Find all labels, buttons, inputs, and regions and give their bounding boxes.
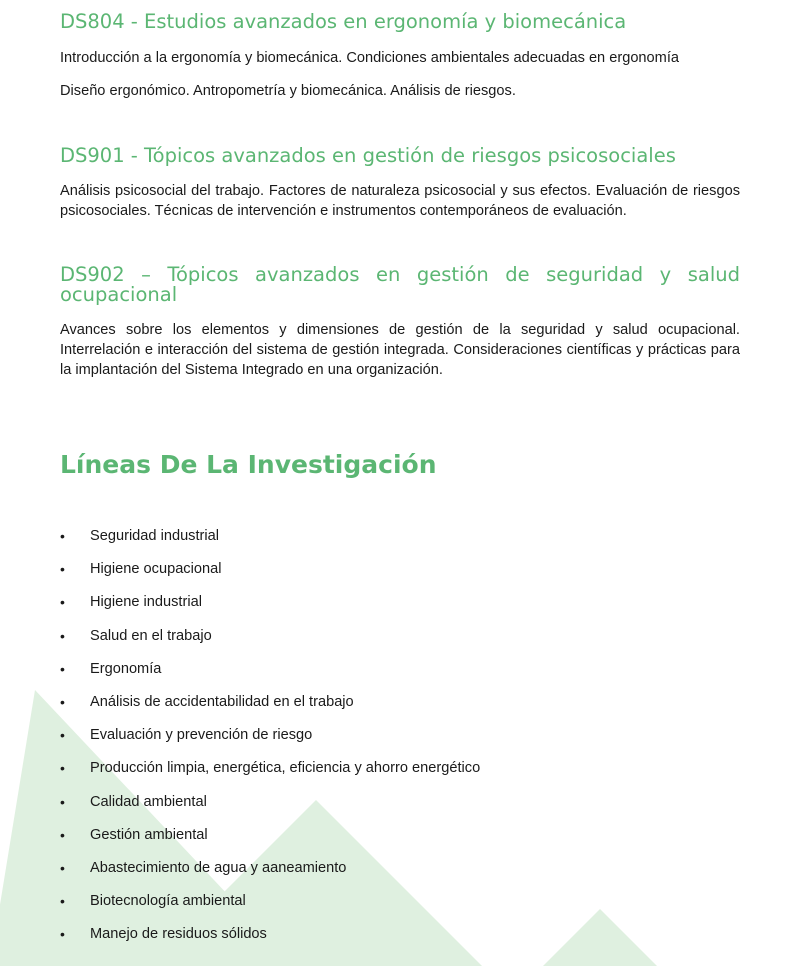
section-title-research-lines: Líneas De La Investigación bbox=[60, 450, 437, 479]
list-item bbox=[60, 658, 740, 691]
list-item-text: Abastecimiento de agua y aaneamiento bbox=[90, 859, 347, 876]
list-item bbox=[60, 558, 740, 591]
bullet-icon: • bbox=[60, 594, 65, 611]
bullet-icon: • bbox=[60, 859, 65, 876]
bullet-icon: • bbox=[60, 627, 65, 644]
list-item bbox=[60, 923, 740, 956]
list-item-text: Higiene ocupacional bbox=[90, 561, 222, 578]
course-title-ds902: DS902 – Tópicos avanzados en gestión de seguridad y salud ocupacional bbox=[60, 263, 740, 306]
course-description-ds804-line2: Diseño ergonómico. Antropometría y biomecánica. Análisis de riesgos. bbox=[60, 83, 516, 99]
list-item-text: Manejo de residuos sólidos bbox=[90, 926, 267, 943]
bullet-icon: • bbox=[60, 660, 65, 677]
list-item bbox=[60, 824, 740, 857]
bullet-icon: • bbox=[60, 760, 65, 777]
course-description-ds902: Avances sobre los elementos y dimensiones de gestión de la seguridad y salud ocupacional. Interrelación e interacción del sistema de gestión integrada. Consideraciones científicas y prácticas para la implantación del Sistema Integrado en una organización. bbox=[60, 322, 740, 378]
bullet-icon: • bbox=[60, 561, 65, 578]
list-item bbox=[60, 890, 740, 923]
bullet-icon: • bbox=[60, 793, 65, 810]
list-item-text: Ergonomía bbox=[90, 660, 162, 677]
list-item-text: Biotecnología ambiental bbox=[90, 893, 246, 910]
list-item-text: Evaluación y prevención de riesgo bbox=[90, 727, 313, 744]
list-item-text: Gestión ambiental bbox=[90, 826, 208, 843]
research-lines-list bbox=[60, 525, 740, 956]
list-item bbox=[60, 525, 740, 558]
bullet-icon: • bbox=[60, 893, 65, 910]
bullet-icon: • bbox=[60, 826, 65, 843]
list-item bbox=[60, 691, 740, 724]
list-item bbox=[60, 591, 740, 624]
list-item bbox=[60, 625, 740, 658]
list-item-text: Seguridad industrial bbox=[90, 528, 219, 544]
bullet-icon: • bbox=[60, 693, 65, 710]
list-item bbox=[60, 724, 740, 757]
course-description-ds901: Análisis psicosocial del trabajo. Factores de naturaleza psicosocial y sus efectos. Evaluación de riesgos psicosociales. Técnicas de intervención e instrumentos contemporáneos de evaluación. bbox=[60, 183, 740, 219]
list-item-text: Calidad ambiental bbox=[90, 793, 207, 810]
bullet-icon: • bbox=[60, 926, 65, 943]
list-item bbox=[60, 857, 740, 890]
list-item bbox=[60, 757, 740, 790]
bullet-icon: • bbox=[60, 727, 65, 744]
list-item-text: Análisis de accidentabilidad en el trabajo bbox=[90, 693, 354, 710]
bullet-icon: • bbox=[60, 528, 65, 544]
course-title-ds804: DS804 - Estudios avanzados en ergonomía y biomecánica bbox=[60, 10, 627, 33]
list-item-text: Higiene industrial bbox=[90, 594, 202, 611]
course-title-ds901: DS901 - Tópicos avanzados en gestión de riesgos psicosociales bbox=[60, 144, 676, 167]
list-item-text: Producción limpia, energética, eficiencia y ahorro energético bbox=[90, 760, 481, 777]
list-item bbox=[60, 791, 740, 824]
list-item-text: Salud en el trabajo bbox=[90, 627, 212, 644]
course-description-ds804-line1: Introducción a la ergonomía y biomecánica. Condiciones ambientales adecuadas en ergonomía bbox=[60, 50, 679, 66]
